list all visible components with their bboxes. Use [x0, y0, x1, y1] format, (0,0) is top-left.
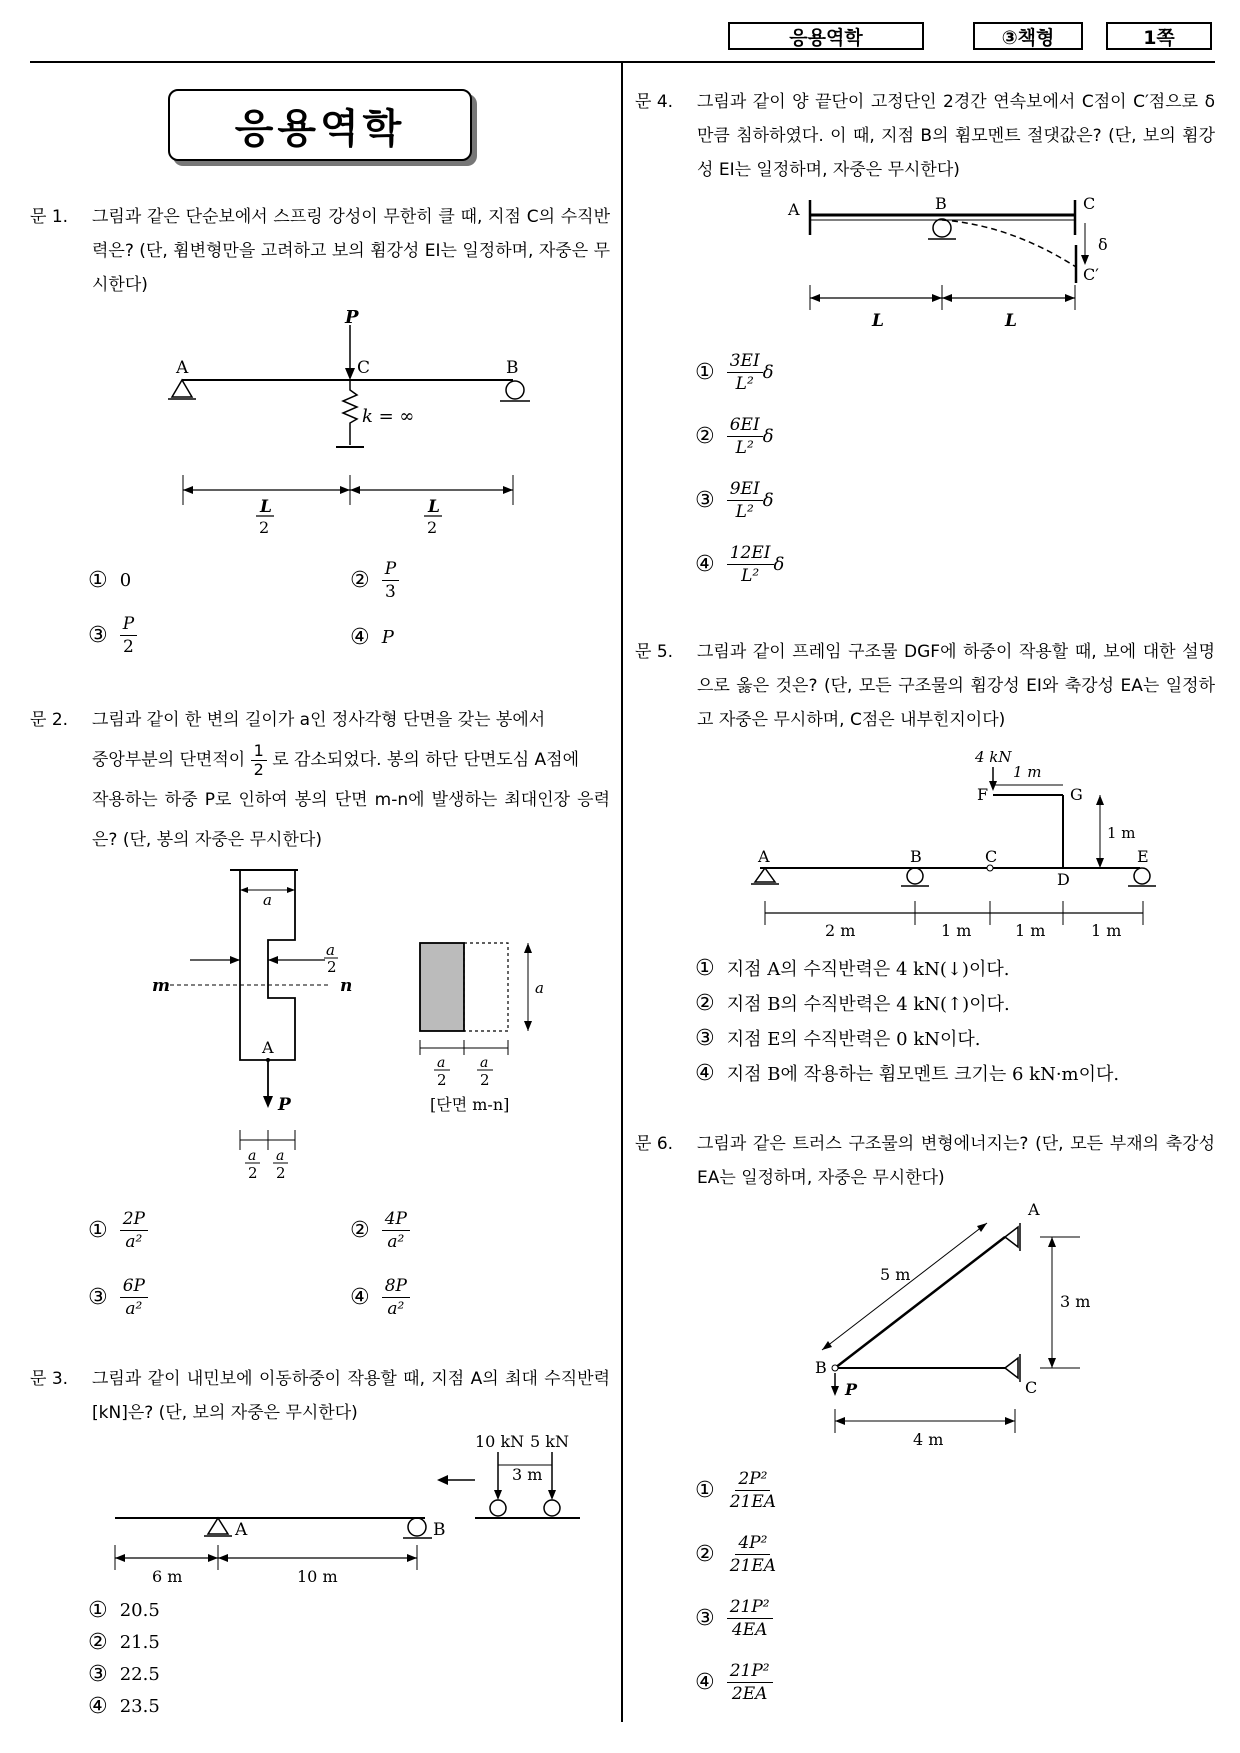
- header-subject: 응용역학: [728, 22, 924, 50]
- q4-option-4[interactable]: ④ $\frac{12EI}{\text{L²}}$ δ: [695, 543, 785, 586]
- question-3: [30, 1362, 610, 1430]
- svg-text:D: D: [1057, 870, 1070, 889]
- section-label: [단면 m-n]: [430, 1095, 510, 1114]
- svg-text:a: a: [437, 1055, 446, 1071]
- svg-text:a: a: [535, 979, 544, 997]
- svg-text:δ: δ: [1098, 235, 1108, 254]
- svg-text:B: B: [935, 195, 947, 213]
- figure-q4-continuous-beam: [780, 195, 1130, 330]
- svg-text:2: 2: [437, 1071, 447, 1089]
- question-text: 그림과 같이 내민보에 이동하중이 작용할 때, 지점 A의 최대 수직반력[kN]은? (단, 보의 자중은 무시한다): [92, 1369, 610, 1423]
- figure-q2-bar: [150, 860, 550, 1190]
- point-a-label: A: [262, 1038, 274, 1057]
- q1-option-2[interactable]: ② $\frac{P}{3}$: [350, 558, 399, 603]
- gap-label: 3 m: [512, 1465, 543, 1484]
- svg-text:2 m: 2 m: [825, 921, 856, 940]
- column-divider: [621, 62, 623, 1722]
- span1-den: 2: [259, 518, 270, 537]
- q3-option-4[interactable]: ④ 23.5: [88, 1694, 160, 1719]
- load1-label: 10 kN: [475, 1432, 525, 1451]
- svg-text:a: a: [263, 891, 272, 909]
- svg-text:C: C: [985, 847, 998, 866]
- q3-option-2[interactable]: ② 21.5: [88, 1630, 160, 1655]
- q4-option-3[interactable]: ③ $\frac{9EI}{\text{L²}}$ δ: [695, 479, 774, 522]
- svg-text:4 kN: 4 kN: [975, 748, 1012, 766]
- question-6: [635, 1127, 1215, 1195]
- q5-option-3[interactable]: ③ 지점 E의 수직반력은 0 kN이다.: [695, 1025, 981, 1051]
- q4-option-1[interactable]: ① $\frac{3EI}{\text{L²}}$ δ: [695, 351, 774, 394]
- figure-q3-overhang-beam: [100, 1430, 600, 1590]
- header-booklet-type: ③책형: [973, 22, 1083, 50]
- svg-text:B: B: [815, 1358, 827, 1377]
- question-number: 문 6.: [635, 1134, 674, 1154]
- question-number: 문 3.: [30, 1369, 69, 1389]
- figure-q1-simple-beam: [150, 305, 550, 545]
- svg-text:B: B: [910, 847, 922, 866]
- support-b-label: B: [433, 1520, 446, 1540]
- spring-label: k = ∞: [362, 406, 415, 427]
- support-a-label: A: [235, 1520, 248, 1540]
- q1-option-4[interactable]: ④ P: [350, 625, 394, 650]
- svg-text:C: C: [1025, 1378, 1038, 1397]
- load2-label: 5 kN: [530, 1432, 569, 1451]
- svg-text:2: 2: [480, 1071, 490, 1089]
- load-label: P: [278, 1095, 291, 1115]
- svg-text:1 m: 1 m: [1107, 824, 1136, 842]
- svg-text:P: P: [845, 1380, 858, 1399]
- q6-option-3[interactable]: ③ $\frac{\text{21P²}}{4EA}$: [695, 1596, 773, 1641]
- q5-option-1[interactable]: ① 지점 A의 수직반력은 4 kN(↓)이다.: [695, 955, 1010, 981]
- svg-text:C: C: [1083, 195, 1096, 213]
- span2-den: 2: [427, 518, 438, 537]
- svg-text:C′: C′: [1083, 265, 1099, 284]
- question-5: [635, 635, 1215, 737]
- q3-option-1[interactable]: ① 20.5: [88, 1598, 160, 1623]
- m-label: m: [152, 976, 170, 996]
- q6-option-4[interactable]: ④ $\frac{\text{21P²}}{2EA}$: [695, 1660, 773, 1705]
- q1-option-1[interactable]: ① 0: [88, 568, 132, 593]
- dim2-label: 10 m: [297, 1567, 338, 1586]
- page-title: 응용역학: [168, 89, 472, 161]
- svg-text:2: 2: [248, 1164, 258, 1182]
- svg-text:a: a: [326, 941, 335, 959]
- svg-text:1 m: 1 m: [1013, 763, 1042, 781]
- question-text: 그림과 같은 트러스 구조물의 변형에너지는? (단, 모든 부재의 축강성 EA는 일정하며, 자중은 무시한다): [697, 1134, 1215, 1188]
- svg-text:A: A: [1028, 1200, 1040, 1219]
- question-number: 문 4.: [635, 92, 674, 112]
- question-1: [30, 200, 610, 302]
- q5-option-4[interactable]: ④ 지점 B에 작용하는 휨모멘트 크기는 6 kN·m이다.: [695, 1060, 1120, 1086]
- q2-option-2[interactable]: ② $\frac{4P}{\text{a²}}$: [350, 1208, 410, 1253]
- svg-text:5 m: 5 m: [880, 1265, 911, 1284]
- question-4: [635, 85, 1215, 187]
- svg-text:G: G: [1070, 785, 1083, 804]
- q6-option-2[interactable]: ② $\frac{\text{4P²}}{21EA}$: [695, 1533, 777, 1576]
- q6-option-1[interactable]: ① $\frac{\text{2P²}}{21EA}$: [695, 1469, 777, 1512]
- question-number: 문 1.: [30, 207, 69, 227]
- q3-option-3[interactable]: ③ 22.5: [88, 1662, 160, 1687]
- svg-text:a: a: [248, 1148, 257, 1164]
- svg-text:F: F: [977, 785, 989, 804]
- figure-q6-truss: [810, 1195, 1110, 1455]
- n-label: n: [340, 976, 353, 996]
- svg-text:1 m: 1 m: [941, 921, 972, 940]
- q5-option-2[interactable]: ② 지점 B의 수직반력은 4 kN(↑)이다.: [695, 990, 1010, 1016]
- q2-option-3[interactable]: ③ $\frac{6P}{\text{a²}}$: [88, 1275, 148, 1320]
- question-text: 그림과 같이 프레임 구조물 DGF에 하중이 작용할 때, 보에 대한 설명으로 옳은 것은? (단, 모든 구조물의 휨강성 EI와 축강성 EA는 일정하고 자중은 무시하며, C점은 내부힌지이다): [697, 642, 1215, 730]
- svg-text:2: 2: [327, 958, 337, 976]
- svg-text:A: A: [758, 847, 770, 866]
- svg-text:E: E: [1137, 847, 1149, 866]
- point-c-label: C: [357, 358, 371, 378]
- figure-q5-frame: [745, 745, 1165, 945]
- span1-num: L: [260, 497, 272, 517]
- header-page: 1쪽: [1106, 22, 1212, 50]
- support-b-label: B: [506, 358, 519, 378]
- svg-text:a: a: [480, 1055, 489, 1071]
- svg-text:a: a: [276, 1148, 285, 1164]
- question-number: 문 2.: [30, 710, 69, 730]
- q2-option-1[interactable]: ① $\frac{2P}{\text{a²}}$: [88, 1208, 148, 1253]
- load-label: P: [345, 307, 359, 328]
- question-text: 그림과 같이 양 끝단이 고정단인 2경간 연속보에서 C점이 C′점으로 δ만큼 침하하였다. 이 때, 지점 B의 휨모멘트 절댓값은? (단, 보의 휨강성 EI는 일정하며, 자중은 무시한다): [697, 92, 1215, 180]
- svg-text:1 m: 1 m: [1015, 921, 1046, 940]
- span2-num: L: [428, 497, 440, 517]
- svg-text:4 m: 4 m: [913, 1430, 944, 1449]
- svg-text:3 m: 3 m: [1060, 1292, 1091, 1311]
- q1-option-3[interactable]: ③ $\frac{P}{2}$: [88, 613, 137, 658]
- svg-text:A: A: [788, 200, 800, 219]
- q2-option-4[interactable]: ④ $\frac{8P}{\text{a²}}$: [350, 1275, 410, 1320]
- dim1-label: 6 m: [152, 1567, 183, 1586]
- question-number: 문 5.: [635, 642, 674, 662]
- svg-text:L: L: [872, 311, 884, 330]
- svg-text:2: 2: [276, 1164, 286, 1182]
- svg-text:1 m: 1 m: [1091, 921, 1122, 940]
- q4-option-2[interactable]: ② $\frac{6EI}{\text{L²}}$ δ: [695, 415, 774, 458]
- question-2: 문 2. 그림과 같이 한 변의 길이가 a인 정사각형 단면을 갖는 봉에서 중앙부분의 단면적이 $\frac{1}{2}$ 로 감소되었다. 봉의 하단 단면도심 A점에 작용하는 하중 P로 인하여 봉의 단면 m-n에 발생하는 최대인장 응력은? (단, 봉의 자중은 무시한다): [30, 700, 610, 860]
- question-text: 그림과 같은 단순보에서 스프링 강성이 무한히 클 때, 지점 C의 수직반력은? (단, 휨변형만을 고려하고 보의 휨강성 EI는 일정하며, 자중은 무시한다): [92, 207, 610, 295]
- support-a-label: A: [176, 358, 189, 378]
- svg-text:L: L: [1005, 311, 1017, 330]
